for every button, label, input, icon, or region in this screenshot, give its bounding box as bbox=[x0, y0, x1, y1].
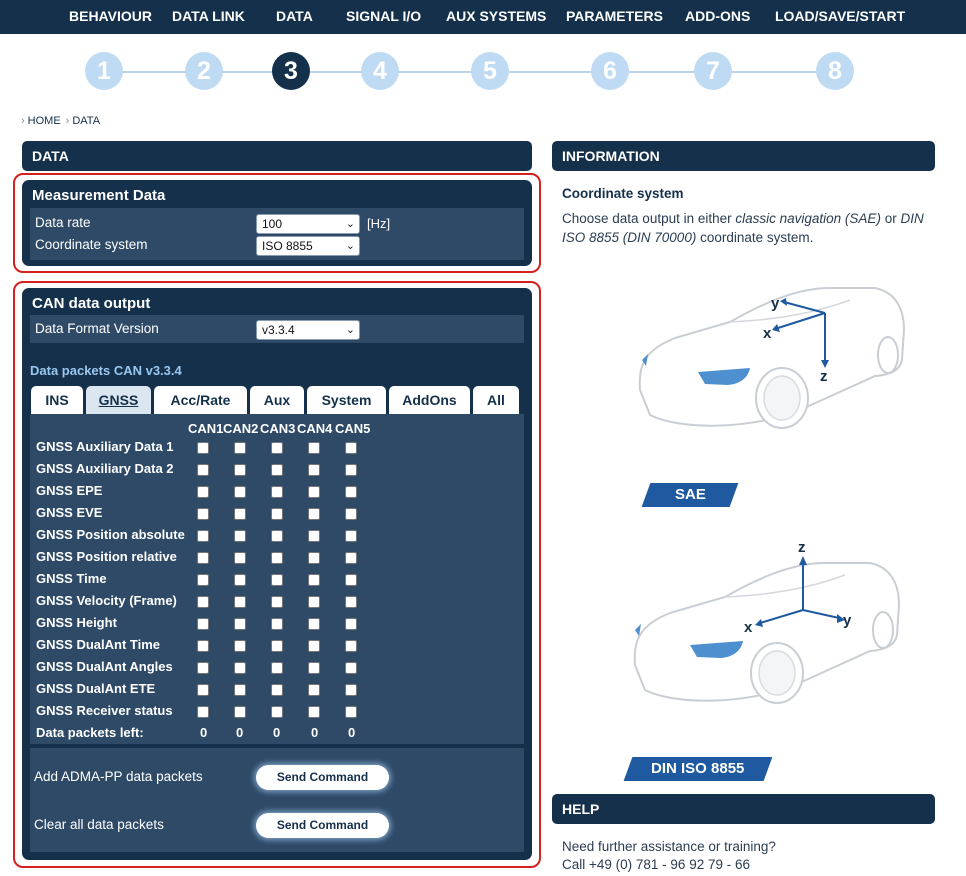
packet-checkbox-can3[interactable] bbox=[271, 706, 283, 718]
packet-checkbox-can4[interactable] bbox=[308, 530, 320, 542]
packet-checkbox-can4[interactable] bbox=[308, 464, 320, 476]
packet-checkbox-can5[interactable] bbox=[345, 706, 357, 718]
format-version-select[interactable] bbox=[256, 320, 360, 340]
packet-checkbox-can1[interactable] bbox=[197, 574, 209, 586]
packet-checkbox-can1[interactable] bbox=[197, 618, 209, 630]
packets-left-can4: 0 bbox=[311, 725, 319, 740]
add-packets-send-button[interactable]: Send Command bbox=[256, 765, 389, 790]
packet-row-label: GNSS Velocity (Frame) bbox=[36, 593, 177, 608]
information-text-part: or bbox=[880, 211, 901, 226]
packet-checkbox-can5[interactable] bbox=[345, 530, 357, 542]
information-header: INFORMATION bbox=[552, 141, 935, 171]
nav-data-link[interactable]: DATA LINK bbox=[172, 8, 245, 24]
packets-left-can5: 0 bbox=[348, 725, 356, 740]
sae-axis-x-label: x bbox=[763, 325, 772, 342]
packet-row-label: GNSS Height bbox=[36, 615, 117, 630]
packet-checkbox-can4[interactable] bbox=[308, 640, 320, 652]
packet-checkbox-can1[interactable] bbox=[197, 508, 209, 520]
column-header-can1: CAN1 bbox=[188, 421, 224, 436]
packet-checkbox-can3[interactable] bbox=[271, 508, 283, 520]
packet-checkbox-can5[interactable] bbox=[345, 684, 357, 696]
packet-row-label: GNSS EPE bbox=[36, 483, 103, 498]
coordinate-system-value: ISO 8855 bbox=[262, 239, 313, 253]
packet-checkbox-can2[interactable] bbox=[234, 530, 246, 542]
nav-add-ons[interactable]: ADD-ONS bbox=[685, 8, 751, 24]
din-car-illustration bbox=[615, 535, 915, 715]
packet-checkbox-can4[interactable] bbox=[308, 596, 320, 608]
packet-checkbox-can4[interactable] bbox=[308, 684, 320, 696]
step-1[interactable]: 1 bbox=[85, 52, 123, 90]
tab-addons[interactable]: AddOns bbox=[389, 386, 470, 414]
nav-parameters[interactable]: PARAMETERS bbox=[566, 8, 663, 24]
packet-checkbox-can2[interactable] bbox=[234, 706, 246, 718]
packet-checkbox-can3[interactable] bbox=[271, 530, 283, 542]
packet-checkbox-can2[interactable] bbox=[234, 508, 246, 520]
packet-checkbox-can5[interactable] bbox=[345, 640, 357, 652]
step-8[interactable]: 8 bbox=[816, 52, 854, 90]
tab-ins[interactable]: INS bbox=[31, 386, 83, 414]
packet-checkbox-can2[interactable] bbox=[234, 552, 246, 564]
packet-checkbox-can4[interactable] bbox=[308, 662, 320, 674]
packet-row-label: GNSS Position absolute bbox=[36, 527, 185, 542]
packet-checkbox-can1[interactable] bbox=[197, 684, 209, 696]
packet-checkbox-can5[interactable] bbox=[345, 596, 357, 608]
packet-checkbox-can5[interactable] bbox=[345, 508, 357, 520]
packet-row-label: GNSS Position relative bbox=[36, 549, 177, 564]
packets-title: Data packets CAN v3.3.4 bbox=[30, 363, 182, 378]
packet-checkbox-can1[interactable] bbox=[197, 706, 209, 718]
breadcrumb-current: DATA bbox=[72, 115, 101, 127]
packet-checkbox-can3[interactable] bbox=[271, 442, 283, 454]
nav-load-save-start[interactable]: LOAD/SAVE/START bbox=[775, 8, 906, 24]
packet-checkbox-can4[interactable] bbox=[308, 706, 320, 718]
packet-row-label: GNSS DualAnt Time bbox=[36, 637, 161, 652]
step-2[interactable]: 2 bbox=[185, 52, 223, 90]
packet-checkbox-can5[interactable] bbox=[345, 618, 357, 630]
help-line-2: Call +49 (0) 781 - 96 92 79 - 66 bbox=[562, 857, 750, 872]
packets-left-can2: 0 bbox=[236, 725, 244, 740]
tab-gnss[interactable]: GNSS bbox=[86, 386, 151, 414]
breadcrumb bbox=[18, 115, 102, 127]
packets-left-can3: 0 bbox=[273, 725, 281, 740]
packet-checkbox-can3[interactable] bbox=[271, 596, 283, 608]
packet-checkbox-can4[interactable] bbox=[308, 552, 320, 564]
packet-row-label: GNSS Receiver status bbox=[36, 703, 173, 718]
packets-left-can1: 0 bbox=[200, 725, 208, 740]
tab-all[interactable]: All bbox=[473, 386, 519, 414]
column-header-can5: CAN5 bbox=[335, 421, 371, 436]
coordinate-system-select[interactable] bbox=[256, 236, 360, 256]
packet-checkbox-can1[interactable] bbox=[197, 486, 209, 498]
format-version-value: v3.3.4 bbox=[262, 323, 295, 337]
information-text-emphasis: DIN ISO 8855 (DIN 70000) bbox=[562, 211, 924, 245]
packet-checkbox-can1[interactable] bbox=[197, 464, 209, 476]
column-header-can2: CAN2 bbox=[223, 421, 259, 436]
packet-checkbox-can1[interactable] bbox=[197, 442, 209, 454]
data-rate-select[interactable] bbox=[256, 214, 360, 234]
packet-checkbox-can3[interactable] bbox=[271, 574, 283, 586]
chevron-down-icon: ⌄ bbox=[345, 324, 355, 336]
packet-checkbox-can4[interactable] bbox=[308, 508, 320, 520]
packet-checkbox-can1[interactable] bbox=[197, 596, 209, 608]
nav-aux-systems[interactable]: AUX SYSTEMS bbox=[446, 8, 547, 24]
din-axis-x-label: x bbox=[744, 619, 753, 636]
chevron-down-icon: ⌄ bbox=[345, 218, 355, 230]
information-text-emphasis: classic navigation (SAE) bbox=[735, 211, 881, 226]
sae-badge bbox=[642, 483, 739, 507]
packet-checkbox-can1[interactable] bbox=[197, 662, 209, 674]
packet-checkbox-can2[interactable] bbox=[234, 574, 246, 586]
measurement-title: Measurement Data bbox=[32, 187, 166, 204]
step-3[interactable]: 3 bbox=[272, 52, 310, 90]
packet-checkbox-can1[interactable] bbox=[197, 530, 209, 542]
packet-checkbox-can3[interactable] bbox=[271, 662, 283, 674]
coordinate-system-label: Coordinate system bbox=[35, 237, 148, 252]
packet-checkbox-can5[interactable] bbox=[345, 574, 357, 586]
packet-checkbox-can2[interactable] bbox=[234, 618, 246, 630]
packet-checkbox-can5[interactable] bbox=[345, 442, 357, 454]
information-text-part: Choose data output in either bbox=[562, 211, 736, 226]
packet-row-label: GNSS DualAnt ETE bbox=[36, 681, 156, 696]
breadcrumb-chevron-icon: › bbox=[21, 115, 25, 127]
add-packets-label: Add ADMA-PP data packets bbox=[34, 769, 203, 784]
packet-checkbox-can4[interactable] bbox=[308, 442, 320, 454]
data-rate-value: 100 bbox=[262, 217, 283, 231]
packets-left-label: Data packets left: bbox=[36, 725, 144, 740]
packet-checkbox-can2[interactable] bbox=[234, 640, 246, 652]
data-rate-unit: [Hz] bbox=[367, 216, 391, 231]
chevron-down-icon: ⌄ bbox=[345, 240, 355, 252]
packet-checkbox-can2[interactable] bbox=[234, 662, 246, 674]
packet-checkbox-can2[interactable] bbox=[234, 596, 246, 608]
tab-system[interactable]: System bbox=[307, 386, 386, 414]
packet-row-label: GNSS Auxiliary Data 2 bbox=[36, 461, 174, 476]
din-axis-y-label: y bbox=[843, 612, 852, 629]
packet-row-label: GNSS DualAnt Angles bbox=[36, 659, 173, 674]
packet-checkbox-can2[interactable] bbox=[234, 684, 246, 696]
packet-row-label: GNSS EVE bbox=[36, 505, 103, 520]
packet-checkbox-can3[interactable] bbox=[271, 640, 283, 652]
packet-checkbox-can5[interactable] bbox=[345, 552, 357, 564]
din-axis-z-label: z bbox=[798, 539, 806, 556]
packet-checkbox-can5[interactable] bbox=[345, 486, 357, 498]
top-navigation bbox=[0, 0, 966, 34]
packet-checkbox-can2[interactable] bbox=[234, 442, 246, 454]
help-line-1: Need further assistance or training? bbox=[562, 839, 776, 854]
packet-checkbox-can2[interactable] bbox=[234, 464, 246, 476]
nav-data[interactable]: DATA bbox=[276, 8, 313, 24]
information-text bbox=[562, 209, 937, 247]
packet-row-label: GNSS Auxiliary Data 1 bbox=[36, 439, 174, 454]
tab-acc-rate[interactable]: Acc/Rate bbox=[154, 386, 247, 414]
step-progress bbox=[0, 34, 966, 110]
data-rate-label: Data rate bbox=[35, 215, 91, 230]
nav-behaviour[interactable]: BEHAVIOUR bbox=[69, 8, 152, 24]
data-panel-header: DATA bbox=[22, 141, 532, 171]
sae-car-illustration bbox=[620, 280, 920, 440]
din-iso-badge-text: DIN ISO 8855 bbox=[651, 760, 745, 777]
step-7[interactable]: 7 bbox=[694, 52, 732, 90]
help-header: HELP bbox=[552, 794, 935, 824]
step-4[interactable]: 4 bbox=[361, 52, 399, 90]
column-header-can3: CAN3 bbox=[260, 421, 296, 436]
breadcrumb-chevron-icon: › bbox=[65, 115, 70, 127]
packet-checkbox-can4[interactable] bbox=[308, 618, 320, 630]
can-output-title: CAN data output bbox=[32, 295, 151, 312]
packet-checkbox-can2[interactable] bbox=[234, 486, 246, 498]
packet-checkbox-can3[interactable] bbox=[271, 552, 283, 564]
packet-checkbox-can3[interactable] bbox=[271, 618, 283, 630]
packet-checkbox-can1[interactable] bbox=[197, 640, 209, 652]
packet-checkbox-can4[interactable] bbox=[308, 574, 320, 586]
packet-checkbox-can1[interactable] bbox=[197, 552, 209, 564]
nav-signal-io[interactable]: SIGNAL I/O bbox=[346, 8, 422, 24]
information-subtitle: Coordinate system bbox=[562, 186, 684, 201]
packet-checkbox-can5[interactable] bbox=[345, 662, 357, 674]
column-header-can4: CAN4 bbox=[297, 421, 333, 436]
step-6[interactable]: 6 bbox=[591, 52, 629, 90]
sae-axis-z-label: z bbox=[820, 368, 828, 385]
packet-checkbox-can3[interactable] bbox=[271, 684, 283, 696]
packet-checkbox-can3[interactable] bbox=[271, 486, 283, 498]
clear-packets-send-button[interactable]: Send Command bbox=[256, 813, 389, 838]
step-5[interactable]: 5 bbox=[471, 52, 509, 90]
packet-row-label: GNSS Time bbox=[36, 571, 107, 586]
format-version-label: Data Format Version bbox=[35, 321, 159, 336]
clear-packets-label: Clear all data packets bbox=[34, 817, 164, 832]
breadcrumb-home[interactable]: HOME bbox=[27, 115, 61, 127]
sae-badge-text: SAE bbox=[674, 486, 706, 503]
help-text bbox=[562, 838, 776, 874]
packet-checkbox-can5[interactable] bbox=[345, 464, 357, 476]
din-iso-badge bbox=[624, 757, 773, 781]
tab-aux[interactable]: Aux bbox=[250, 386, 304, 414]
sae-axis-y-label: y bbox=[771, 295, 780, 312]
packet-checkbox-can4[interactable] bbox=[308, 486, 320, 498]
information-text-part: coordinate system. bbox=[696, 230, 814, 245]
packet-checkbox-can3[interactable] bbox=[271, 464, 283, 476]
